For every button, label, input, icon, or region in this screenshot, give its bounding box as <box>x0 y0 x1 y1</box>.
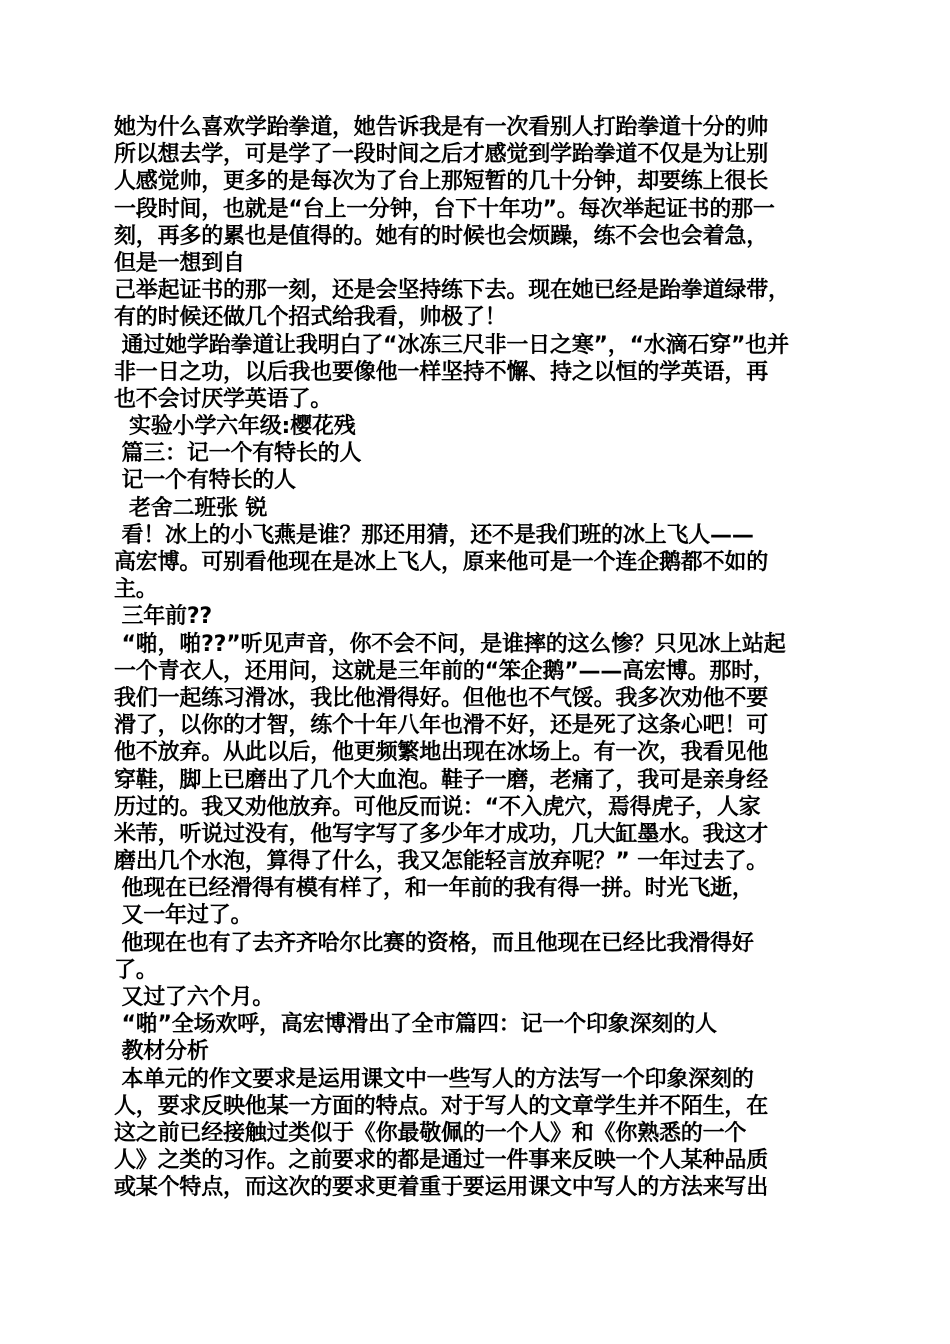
text-line: 人》之类的习作。之前要求的都是通过一件事来反映一个人某种品质 <box>114 1148 769 1174</box>
text-line: 有的时候还做几个招式给我看，帅极了！ <box>114 305 507 331</box>
text-line: 己举起证书的那一刻，还是会坚持练下去。现在她已经是跆拳道绿带， <box>114 278 790 304</box>
text-line: 磨出几个水泡，算得了什么，我又怎能轻言放弃呢？” 一年过去了。 <box>114 849 768 875</box>
essay-title: 记一个有特长的人 <box>114 468 296 494</box>
text-line: 主。 <box>114 577 158 603</box>
text-line: 滑了，以你的才智，练个十年八年也滑不好，还是死了这条心吧！可 <box>114 713 769 739</box>
text-line: 一段时间，也就是“台上一分钟，台下十年功”。每次举起证书的那一 <box>114 196 775 222</box>
text-line: 他不放弃。从此以后，他更频繁地出现在冰场上。有一次，我看见他 <box>114 740 769 766</box>
section-heading: 教材分析 <box>114 1039 209 1065</box>
text-line: 高宏博。可别看他现在是冰上飞人，原来他可是一个连企鹅都不如的 <box>114 550 769 575</box>
text-line: 米芾，听说过没有，他写字写了多少年才成功，几大缸墨水。我这才 <box>114 821 769 847</box>
author-line: 实验小学六年级:樱花残 <box>114 414 356 440</box>
text-line: 历过的。我又劝他放弃。可他反而说：“不入虎穴，焉得虎子，人家 <box>114 794 761 820</box>
text-line: 他现在已经滑得有模有样了，和一年前的我有得一拼。时光飞逝， <box>114 876 754 902</box>
text-line: 他现在也有了去齐齐哈尔比赛的资格，而且他现在已经比我滑得好 <box>114 930 754 956</box>
text-line: 但是一想到自 <box>114 250 245 276</box>
text-line: 她为什么喜欢学跆拳道，她告诉我是有一次看别人打跆拳道十分的帅 <box>114 115 769 140</box>
text-line: “啪”全场欢呼，高宏博滑出了全市篇四：记一个印象深刻的人 <box>114 1012 717 1038</box>
text-line: 一个青衣人，还用问，这就是三年前的“笨企鹅”——高宏博。那时， <box>114 658 775 684</box>
text-line: 了。 <box>114 957 158 983</box>
text-line: 这之前已经接触过类似于《你最敬佩的一个人》和《你熟悉的一个 <box>114 1120 747 1146</box>
text-line: 人，要求反映他某一方面的特点。对于写人的文章学生并不陌生，在 <box>114 1093 769 1119</box>
text-line: 三年前?? <box>114 604 212 630</box>
text-line: “啪，啪??”听见声音，你不会不问，是谁摔的这么惨？只见冰上站起 <box>114 631 786 657</box>
text-line: 通过她学跆拳道让我明白了“冰冻三尺非一日之寒”，“水滴石穿”也并 <box>114 332 789 358</box>
author-line: 老舍二班张 锐 <box>114 495 268 521</box>
text-line: 穿鞋，脚上已磨出了几个大血泡。鞋子一磨，老痛了，我可是亲身经 <box>114 767 769 793</box>
text-line: 又一年过了。 <box>114 903 253 929</box>
text-line: 或某个特点，而这次的要求更着重于要运用课文中写人的方法来写出 <box>114 1175 769 1201</box>
text-line: 人感觉帅，更多的是每次为了台上那短暂的几十分钟，却要练上很长 <box>114 169 769 195</box>
text-line: 非一日之功，以后我也要像他一样坚持不懈、持之以恒的学英语，再 <box>114 359 769 385</box>
text-line: 也不会讨厌学英语了。 <box>114 386 333 412</box>
text-line: 又过了六个月。 <box>114 985 275 1010</box>
text-line: 本单元的作文要求是运用课文中一些写人的方法写一个印象深刻的 <box>114 1066 754 1092</box>
text-line: 所以想去学，可是学了一段时间之后才感觉到学跆拳道不仅是为让别 <box>114 142 769 168</box>
text-line: 看！冰上的小飞燕是谁？那还用猜，还不是我们班的冰上飞人—— <box>114 522 754 548</box>
document-body <box>114 114 844 1202</box>
text-line: 我们一起练习滑冰，我比他滑得好。但他也不气馁。我多次劝他不要 <box>114 685 769 711</box>
section-heading: 篇三：记一个有特长的人 <box>114 441 362 467</box>
text-line: 刻，再多的累也是值得的。她有的时候也会烦躁，练不会也会着急， <box>114 223 769 249</box>
